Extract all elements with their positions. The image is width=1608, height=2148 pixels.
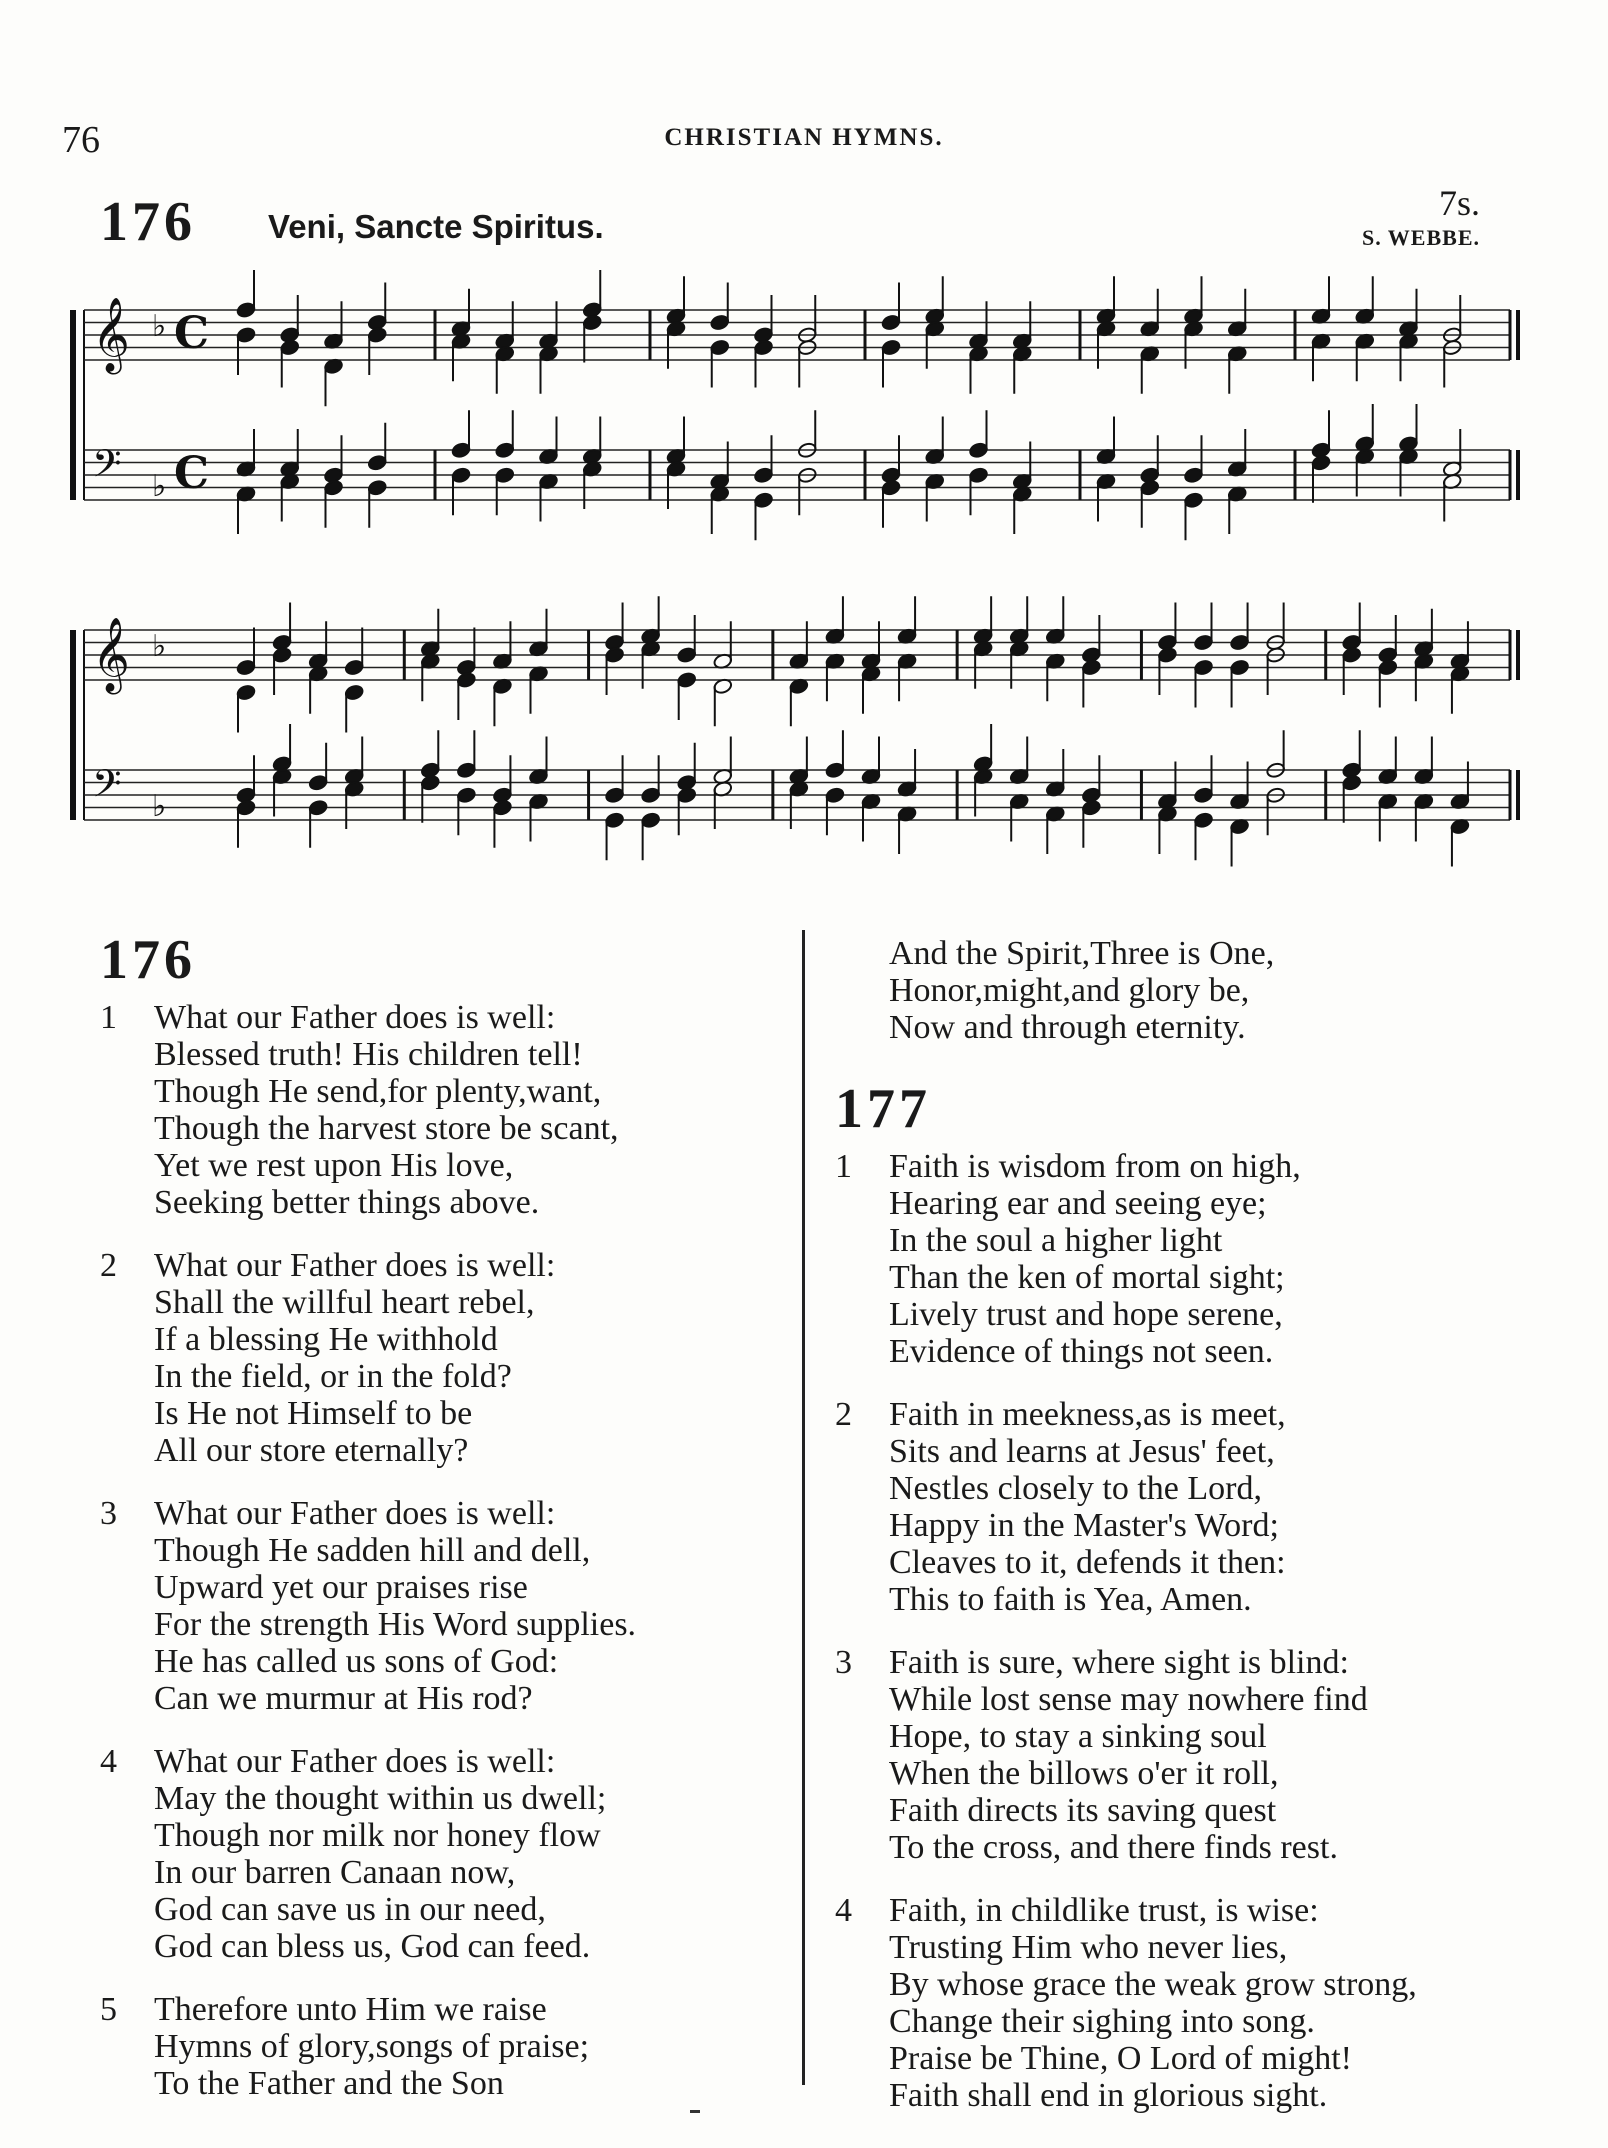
verse-line: Praise be Thine, O Lord of might! [889, 2040, 1353, 2077]
verse-line: Evidence of things not seen. [889, 1333, 1274, 1370]
stanza-number: 3 [835, 1644, 852, 1681]
verse-line: Upward yet our praises rise [154, 1569, 528, 1606]
stanza [835, 1148, 1535, 1370]
verse-line: God can bless us, God can feed. [154, 1928, 591, 1965]
bass-clef-icon: 𝄢 [92, 441, 122, 495]
verse-line: Though He sadden hill and dell, [154, 1532, 591, 1569]
page-number: 76 [62, 119, 100, 161]
hymn-176-number: 176 [100, 929, 196, 991]
running-head: CHRISTIAN HYMNS. [664, 124, 944, 151]
treble-clef-icon: 𝄞 [92, 618, 130, 692]
stanza [100, 1743, 800, 1965]
verse-line: God can save us in our need, [154, 1891, 546, 1928]
verse-line: Lively trust and hope serene, [889, 1296, 1283, 1333]
staff-group [70, 596, 1520, 866]
hymn-176-continuation [835, 935, 1535, 1046]
verse-line: To the Father and the Son [154, 2065, 504, 2102]
verse-line: May the thought within us dwell; [154, 1780, 607, 1817]
stanza [100, 1991, 800, 2102]
verse-line: Though the harvest store be scant, [154, 1110, 619, 1147]
footer-mark [690, 2110, 700, 2113]
verse-line: Can we murmur at His rod? [154, 1680, 533, 1717]
verse-line: All our store eternally? [154, 1432, 469, 1469]
hymn-177-column [835, 935, 1535, 2140]
hymn-176-text [100, 925, 800, 2128]
stanza-number: 2 [100, 1247, 117, 1284]
verse-line: Yet we rest upon His love, [154, 1147, 514, 1184]
verse-line: In our barren Canaan now, [154, 1854, 516, 1891]
tune-hymn-number: 176 [100, 191, 196, 253]
verse-line: In the soul a higher light [889, 1222, 1223, 1259]
verse-line: Is He not Himself to be [154, 1395, 473, 1432]
verse-line: By whose grace the weak grow strong, [889, 1966, 1417, 2003]
hymn-176-stanzas [100, 999, 800, 2102]
stanza-number: 2 [835, 1396, 852, 1433]
verse-line: What our Father does is well: [154, 1247, 556, 1284]
verse-line: Cleaves to it, defends it then: [889, 1544, 1286, 1581]
key-signature-flat-icon: ♭ [152, 789, 167, 824]
verse-line: Seeking better things above. [154, 1184, 540, 1221]
verse-line: Honor,might,and glory be, [889, 972, 1250, 1009]
composer: S. WEBBE. [1361, 225, 1480, 250]
stanza-number: 1 [835, 1148, 852, 1185]
verse-line: For the strength His Word supplies. [154, 1606, 637, 1643]
verse-line: Than the ken of mortal sight; [889, 1259, 1285, 1296]
stanza-number: 4 [100, 1743, 117, 1780]
stanza [835, 1644, 1535, 1866]
key-signature-flat-icon: ♭ [152, 469, 167, 504]
verse-line: Shall the willful heart rebel, [154, 1284, 535, 1321]
verse-line: What our Father does is well: [154, 1495, 556, 1532]
hymn-177-number: 177 [835, 1078, 931, 1140]
verse-line: Change their sighing into song. [889, 2003, 1315, 2040]
verse-line: Sits and learns at Jesus' feet, [889, 1433, 1275, 1470]
stanza-number: 5 [100, 1991, 117, 2028]
music-system-1 [70, 270, 1520, 560]
key-signature-flat-icon: ♭ [152, 309, 167, 344]
verse-line: Though nor milk nor honey flow [154, 1817, 601, 1854]
tune-name: Veni, Sancte Spiritus. [268, 208, 604, 245]
verse-line: Faith in meekness,as is meet, [889, 1396, 1286, 1433]
verse-line: Blessed truth! His children tell! [154, 1036, 583, 1073]
stanza-number: 1 [100, 999, 117, 1036]
stanza [100, 999, 800, 1221]
meter: 7s. [1438, 183, 1480, 223]
time-signature-icon: C [174, 448, 210, 499]
stanza-number: 3 [100, 1495, 117, 1532]
hymn-177-stanzas [835, 1148, 1535, 2114]
verse-line: Faith shall end in glorious sight. [889, 2077, 1328, 2114]
stanza [835, 1892, 1535, 2114]
stanza [100, 1247, 800, 1469]
verse-line: Though He send,for plenty,want, [154, 1073, 602, 1110]
verse-line: If a blessing He withhold [154, 1321, 498, 1358]
verse-line: In the field, or in the fold? [154, 1358, 512, 1395]
verse-line: To the cross, and there finds rest. [889, 1829, 1338, 1866]
verse-line: Hymns of glory,songs of praise; [154, 2028, 590, 2065]
verse-line: Hope, to stay a sinking soul [889, 1718, 1267, 1755]
stanza [100, 1495, 800, 1717]
staff-group [70, 270, 1520, 540]
verse-line: When the billows o'er it roll, [889, 1755, 1279, 1792]
verse-line: He has called us sons of God: [154, 1643, 559, 1680]
verse-line: Trusting Him who never lies, [889, 1929, 1288, 1966]
verse-line: Faith directs its saving quest [889, 1792, 1277, 1829]
key-signature-flat-icon: ♭ [152, 629, 167, 664]
time-signature-icon: C [174, 308, 210, 359]
verse-line: Happy in the Master's Word; [889, 1507, 1279, 1544]
treble-clef-icon: 𝄞 [92, 298, 130, 372]
verse-line: Therefore unto Him we raise [154, 1991, 547, 2028]
verse-line: This to faith is Yea, Amen. [889, 1581, 1252, 1618]
verse-line: Nestles closely to the Lord, [889, 1470, 1262, 1507]
verse-line: And the Spirit,Three is One, [889, 935, 1275, 972]
verse-line: What our Father does is well: [154, 1743, 556, 1780]
stanza [835, 1396, 1535, 1618]
verse-line: Faith, in childlike trust, is wise: [889, 1892, 1319, 1929]
verse-line: Faith is sure, where sight is blind: [889, 1644, 1349, 1681]
verse-line: Now and through eternity. [889, 1009, 1246, 1046]
verse-line: What our Father does is well: [154, 999, 556, 1036]
verse-line: Hearing ear and seeing eye; [889, 1185, 1267, 1222]
verse-line: Faith is wisdom from on high, [889, 1148, 1301, 1185]
verse-line: While lost sense may nowhere find [889, 1681, 1368, 1718]
bass-clef-icon: 𝄢 [92, 761, 122, 815]
column-divider [802, 930, 805, 2085]
stanza-number: 4 [835, 1892, 852, 1929]
music-system-2 [70, 590, 1520, 880]
